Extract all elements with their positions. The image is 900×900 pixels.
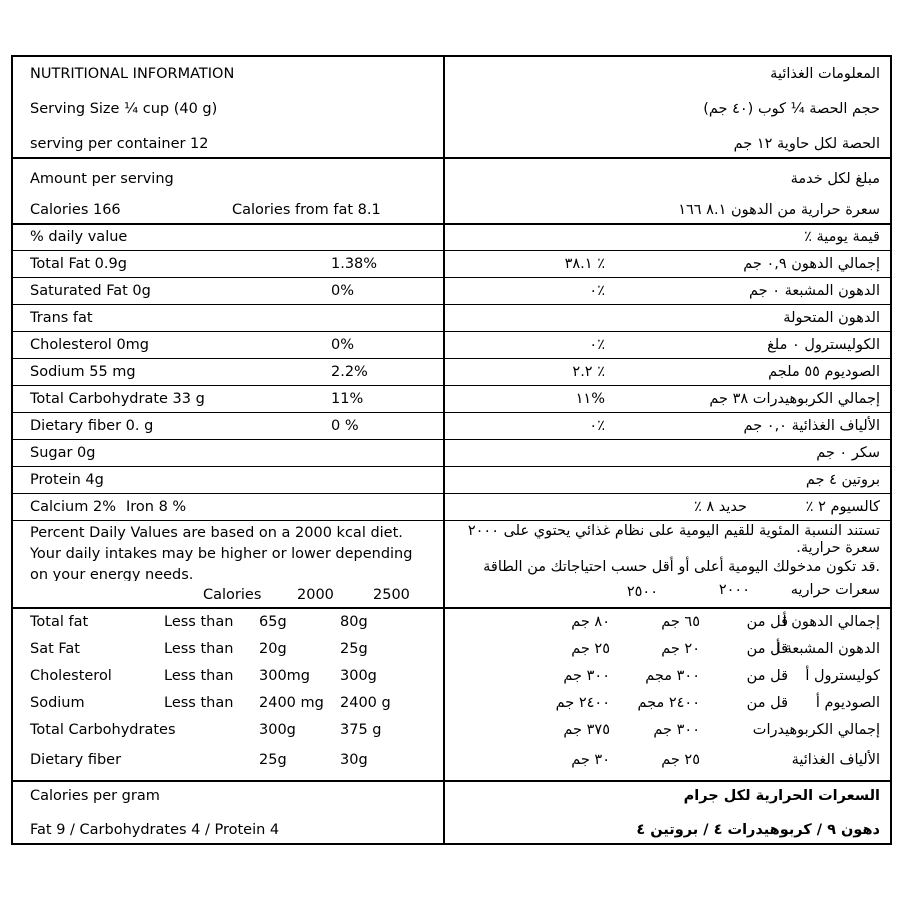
nutrient-pct-ar: ٪٠: [589, 283, 605, 299]
limit-name-en: Sat Fat: [30, 641, 80, 657]
limit-cmp-en: Less than: [164, 614, 234, 630]
footnote-ar-1: تستند النسبة المئوية للقيم اليومية على نظام غذائي يحتوي على ٢٠٠٠ سعرة حرارية.: [467, 523, 880, 556]
rule-limits: [13, 780, 890, 782]
limit-v2-en: 300g: [340, 668, 377, 684]
limit-v2-en: 375 g: [340, 722, 382, 738]
nutrient-pct-en: 11%: [331, 391, 364, 407]
servings-en: serving per container 12: [30, 136, 209, 152]
limit-v1-en: 300mg: [259, 668, 311, 684]
nutrition-label: [11, 55, 892, 845]
footnote-col1-en: 2000: [297, 587, 334, 603]
limit-v2-ar: ٨٠ جم: [571, 614, 610, 630]
limit-name-ar: الصوديوم أ: [815, 695, 880, 711]
nutrient-pct-en: 0%: [331, 337, 355, 353]
limit-name-ar: كوليسترول أ: [805, 668, 880, 684]
limit-v2-ar: ٣٠٠ جم: [563, 668, 610, 684]
serving-size-en: Serving Size ¼ cup (40 g): [30, 101, 218, 117]
column-divider: [443, 57, 445, 843]
nutrient-name-ar: بروتين ٤ جم: [805, 472, 880, 488]
limit-v2-ar: ٣٧٥ جم: [563, 722, 610, 738]
limit-v1-ar: ٢٤٠٠ مجم: [637, 695, 700, 711]
nutrient-name-en: Sugar 0g: [30, 445, 96, 461]
amount-label-ar: مبلغ لكل خدمة: [790, 171, 880, 187]
limit-v1-ar: ٢٥ جم: [661, 752, 700, 768]
nutrient-pct-en: 0 %: [331, 418, 359, 434]
limit-cmp-en: Less than: [164, 641, 234, 657]
calcium-en: Calcium 2%: [30, 499, 116, 515]
rule-fiber: [13, 439, 890, 440]
footnote-col2-ar: ٢٥٠٠: [626, 584, 658, 600]
nutrient-name-ar: الصوديوم ٥٥ ملجم: [768, 364, 880, 380]
limit-v2-en: 80g: [340, 614, 368, 630]
rule-sodium: [13, 385, 890, 386]
limit-name-ar: الدهون المشبعة أ: [776, 641, 880, 657]
nutrient-name-en: Total Fat 0.9g: [30, 256, 127, 272]
limit-cmp-ar: قل من: [746, 614, 788, 630]
rule-total-fat: [13, 277, 890, 278]
limit-name-ar: إجمالي الكربوهيدرات: [752, 722, 880, 738]
limit-v1-en: 300g: [259, 722, 296, 738]
limit-v2-ar: ٣٠ جم: [571, 752, 610, 768]
nutrient-pct-en: 2.2%: [331, 364, 368, 380]
rule-footnote: [13, 607, 890, 609]
calories-en: Calories 166: [30, 202, 121, 218]
limit-v2-ar: ٢٤٠٠ جم: [555, 695, 610, 711]
limit-v1-en: 25g: [259, 752, 287, 768]
per-gram-label-en: Calories per gram: [30, 788, 160, 804]
footnote-col1-ar: ٢٠٠٠: [718, 582, 750, 598]
nutrient-name-en: Trans fat: [30, 310, 93, 326]
calcium-ar: كالسيوم ٢ ٪: [805, 499, 880, 515]
footnote-en: Percent Daily Values are based on a 2000 kcal diet. Your daily intakes may be higher or lower depending on your energy needs.: [30, 525, 413, 581]
title-ar: المعلومات الغذائية: [770, 66, 880, 82]
limit-cmp-ar: قل من: [746, 641, 788, 657]
nutrient-pct-ar: ٪ ٢.٢: [572, 364, 605, 380]
nutrient-name-ar: الكوليسترول ٠ ملغ: [767, 337, 880, 353]
nutrient-pct-ar: ٪٠: [589, 418, 605, 434]
limit-cmp-en: Less than: [164, 695, 234, 711]
limit-cmp-en: Less than: [164, 668, 234, 684]
nutrient-pct-ar: ٪٠: [589, 337, 605, 353]
servings-ar: الحصة لكل حاوية ١٢ جم: [733, 136, 880, 152]
iron-ar: حديد ٨ ٪: [693, 499, 747, 515]
iron-en: Iron 8 %: [126, 499, 187, 515]
limit-v2-en: 30g: [340, 752, 368, 768]
calories-from-fat-en: Calories from fat 8.1: [232, 202, 381, 218]
limit-v1-ar: ٦٥ جم: [661, 614, 700, 630]
limit-v1-en: 2400 mg: [259, 695, 324, 711]
rule-trans-fat: [13, 331, 890, 332]
daily-value-ar: قيمة يومية ٪: [804, 229, 880, 245]
limit-cmp-ar: قل من: [746, 668, 788, 684]
nutrient-name-ar: الدهون المتحولة: [783, 310, 880, 326]
rule-cholesterol: [13, 358, 890, 359]
nutrient-name-en: Protein 4g: [30, 472, 104, 488]
nutrient-pct-en: 1.38%: [331, 256, 378, 272]
nutrient-name-en: Total Carbohydrate 33 g: [30, 391, 205, 407]
title-en: NUTRITIONAL INFORMATION: [30, 66, 235, 82]
daily-value-en: % daily value: [30, 229, 128, 245]
nutrient-name-ar: إجمالي الكربوهيدرات ٣٨ جم: [709, 391, 880, 407]
nutrient-pct-ar: %١١: [575, 391, 605, 407]
limit-v2-ar: ٢٥ جم: [571, 641, 610, 657]
nutrient-name-en: Saturated Fat 0g: [30, 283, 151, 299]
per-gram-label-ar: السعرات الحرارية لكل جرام: [683, 788, 880, 804]
nutrient-name-en: Sodium 55 mg: [30, 364, 136, 380]
rule-amount: [13, 223, 890, 225]
calories-ar: سعرة حرارية من الدهون ٨.١ ١٦٦: [678, 202, 880, 218]
nutrient-pct-ar: ٪ ٣٨.١: [564, 256, 605, 272]
limit-name-en: Dietary fiber: [30, 752, 122, 768]
limit-name-en: Total fat: [30, 614, 89, 630]
limit-name-ar: إجمالي الدهون أ: [782, 614, 880, 630]
limit-name-ar: الألياف الغذائية: [791, 752, 880, 768]
limit-v1-ar: ٣٠٠ مجم: [645, 668, 700, 684]
per-gram-values-ar: دهون ٩ / كربوهيدرات ٤ / بروتين ٤: [636, 822, 880, 838]
per-gram-values-en: Fat 9 / Carbohydrates 4 / Protein 4: [30, 822, 280, 838]
footnote-ar-2: .قد تكون مدخولك اليومية أعلى أو أقل حسب احتياجاتك من الطاقة: [483, 559, 880, 575]
rule-sugar: [13, 466, 890, 467]
nutrient-name-ar: إجمالي الدهون ٠,٩ جم: [743, 256, 880, 272]
limit-name-en: Sodium: [30, 695, 85, 711]
rule-protein: [13, 493, 890, 494]
limit-name-en: Cholesterol: [30, 668, 112, 684]
limit-v1-ar: ٣٠٠ جم: [653, 722, 700, 738]
rule-header: [13, 157, 890, 159]
rule-minerals: [13, 520, 890, 521]
footnote-col2-en: 2500: [373, 587, 410, 603]
rule-carbohydrate: [13, 412, 890, 413]
footnote-calories-ar: سعرات حراريه: [790, 582, 880, 598]
footnote-calories-en: Calories: [203, 587, 262, 603]
limit-cmp-ar: قل من: [746, 695, 788, 711]
nutrient-name-ar: الألياف الغذائية ٠,٠ جم: [743, 418, 880, 434]
nutrient-name-en: Dietary fiber 0. g: [30, 418, 154, 434]
rule-daily-value: [13, 250, 890, 251]
nutrient-name-ar: سكر ٠ جم: [816, 445, 880, 461]
nutrient-name-en: Cholesterol 0mg: [30, 337, 150, 353]
serving-size-ar: حجم الحصة ¼ كوب (٤٠ جم): [703, 101, 880, 117]
rule-saturated-fat: [13, 304, 890, 305]
amount-label-en: Amount per serving: [30, 171, 174, 187]
limit-v1-en: 65g: [259, 614, 287, 630]
limit-v1-en: 20g: [259, 641, 287, 657]
limit-v1-ar: ٢٠ جم: [661, 641, 700, 657]
limit-v2-en: 2400 g: [340, 695, 391, 711]
limit-name-en: Total Carbohydrates: [30, 722, 176, 738]
nutrient-name-ar: الدهون المشبعة ٠ جم: [748, 283, 880, 299]
nutrient-pct-en: 0%: [331, 283, 355, 299]
limit-v2-en: 25g: [340, 641, 368, 657]
